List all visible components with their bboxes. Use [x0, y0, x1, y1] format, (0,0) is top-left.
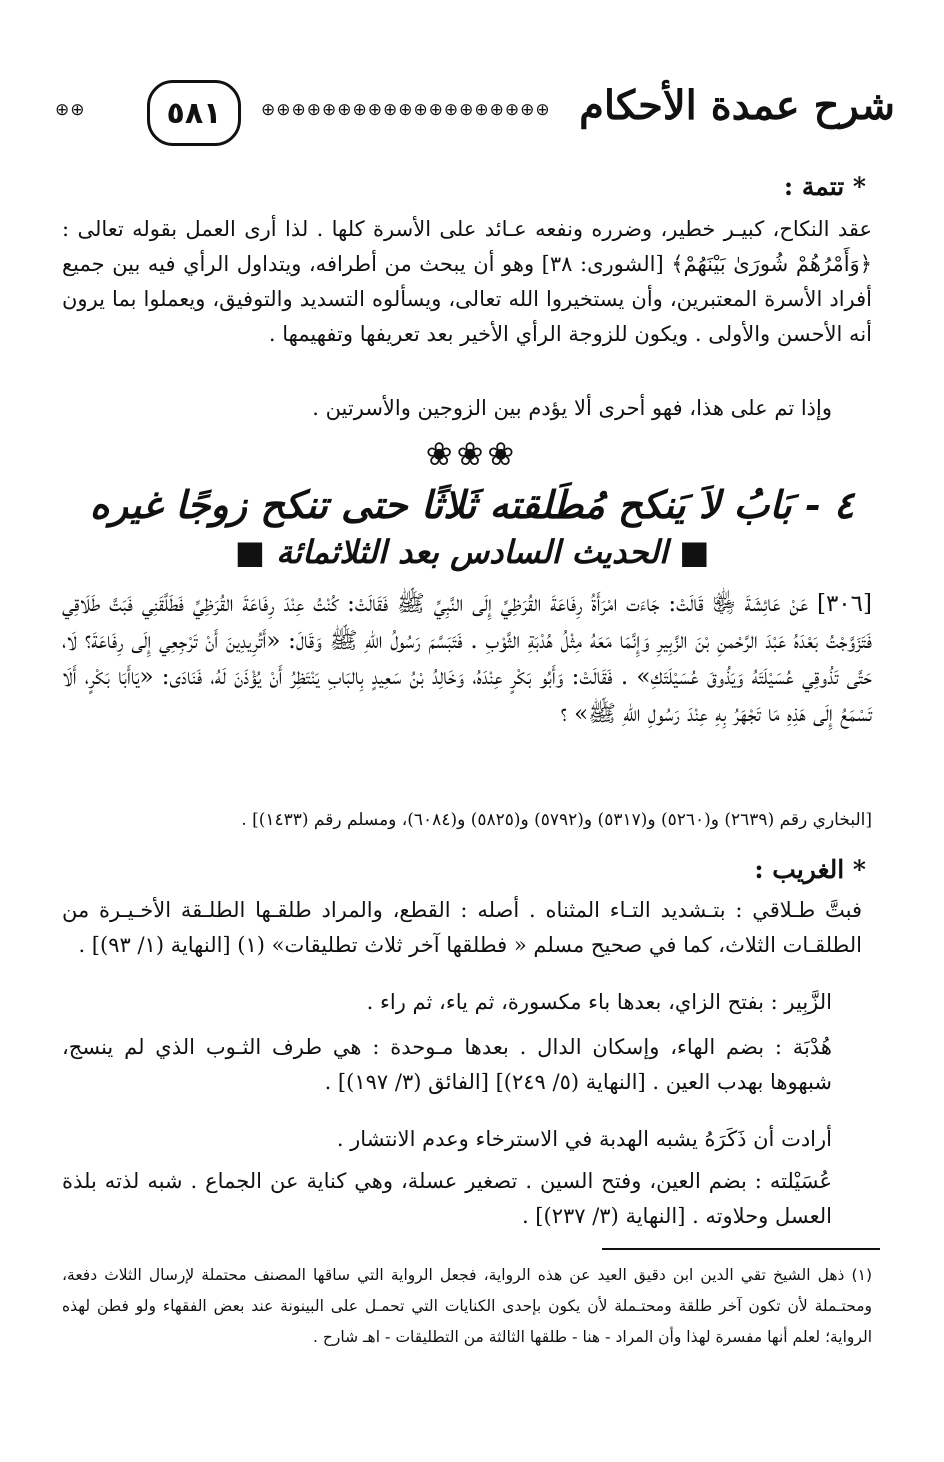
header-ornament-left: ⊕⊕: [55, 100, 86, 120]
book-title: شرح عمدة الأحكام: [579, 82, 895, 129]
gharib-entry: الزَّبِير : بفتح الزاي، بعدها باء مكسورة، ثم ياء، ثم راء .: [366, 990, 832, 1014]
page-number: ٥٨١: [147, 80, 241, 146]
gharib-entry: هُدْبَة : بضم الهاء، وإسكان الدال . بعدها مـوحدة : هي طرف الثـوب الذي لم ينسج، شبهوها بهدب العين . [النهاية (٥/ ٢٤٩)] [الفائق (٣/ ١٩٧)] .: [62, 1035, 832, 1094]
footnote-rule: [602, 1248, 880, 1250]
hadith-number-heading: ■ الحديث السادس بعد الثلاثمائة ■: [234, 533, 710, 571]
page-header: [55, 78, 895, 156]
header-ornament-band: ⊕⊕⊕⊕⊕⊕⊕⊕⊕⊕⊕⊕⊕⊕⊕⊕⊕⊕⊕: [261, 100, 551, 120]
supplement-heading: * تتمة :: [783, 172, 866, 201]
section-divider: ❀❀❀: [425, 435, 519, 473]
gharib-entry: فبتَّ طـلاقي : بتـشديد التـاء المثناه . أصله : القطع، والمراد طلقـها الطلـقة الأخـيـرة من الطلقـات الثلاث، كما في صحيح مسلم « فطلقها آخر ثلاث تطليقات» (١) [النهاية (١/ ٩٣)] .: [62, 898, 862, 957]
footnote: (١) ذهل الشيخ تقي الدين ابن دقيق العيد عن هذه الرواية، فجعل الرواية التي ساقها المصنف محتملة لإرسال الثلاث دفعة، ومحتـملة لأن تكون آخر طلقة ومحتـملة لأن يكون بإحدى الكنايات التي تحمـل على البينونة عند بعض الفقهاء ولو فطن لهذه الرواية؛ لعلم أنها مفسرة لهذا وأن المراد - هنا - طلقها الثالثة من التطليقات - اهـ شارح .: [62, 1266, 872, 1346]
supplement-closing: وإذا تم على هذا، فهو أحرى ألا يؤدم بين الزوجين والأسرتين .: [312, 396, 832, 420]
chapter-title: ٤ - بَابُ لاَ يَنكح مُطَلقته ثَلاثًا حتى تنكح زوجًا غيره: [89, 482, 855, 527]
gharib-entry: أرادت أن ذَكَرَهُ يشبه الهدبة في الاسترخاء وعدم الانتشار .: [336, 1127, 832, 1151]
gharib-heading: * الغريب :: [754, 855, 866, 884]
supplement-paragraph: عقد النكاح، كبيـر خطير، وضرره ونفعه عـائد على الأسرة كلها . لذا أرى العمل بقوله تعالى : ﴿وَأَمْرُهُمْ شُورَىٰ بَيْنَهُمْ﴾ [الشورى: ٣٨] وهو أن يبحث من أطرافه، ويتداول الرأي فيه بين جميع أفراد الأسرة المعتبرين، وأن يستخيروا الله تعالى، ويسألوه التسديد والتوفيق، ويعملوا بما يرون أنه الأحسن والأولى . ويكون للزوجة الرأي الأخير بعد تعريفها وتفهيمها .: [62, 217, 873, 346]
hadith-citation: [البخاري رقم (٢٦٣٩) و(٥٢٦٠) و(٥٣١٧) و(٥٧٩٢) و(٥٨٢٥) و(٦٠٨٤)، ومسلم رقم (١٤٣٣)] .: [241, 810, 872, 830]
gharib-entry: عُسَيْلته : بضم العين، وفتح السين . تصغير عسلة، وهي كناية عن الجماع . شبه لذته بلذة العسل وحلاوته . [النهاية (٣/ ٢٣٧)] .: [62, 1169, 832, 1228]
hadith-text: [٣٠٦] عَنْ عَائِشَةَ ﵂ قَالَتْ: جَاءَت امْرَأَةُ رِفَاعَةَ القُرَظِيِّ إِلَى النَّبِيِّ ﷺ فَقَالَتْ: كُنْتُ عِنْدَ رِفَاعَةَ القُرَظِيِّ فَطَلَّقَنِي فَبَتَّ طَلَاقِي فَتَزَوَّجْتُ بَعْدَهُ عَبْدَ الرَّحْمنِ بْنَ الزَّبِيرِ وَإِنَّمَا مَعَهُ مِثْلُ هُدْبَةِ الثَّوْبِ . فَتَبَسَّمَ رَسُولُ اللهِ ﷺ وَقَالَ: «أَتُرِيدِينَ أَنْ تَرْجِعِي إِلَى رِفَاعَةَ؟ لَا، حَتَّى تَذُوقِي عُسَيْلَتَهُ وَيَذُوقَ عُسَيْلَتَكِ» . فَقَالَتْ: وَأَبُو بَكْرٍ عِنْدَهُ، وَخَالِدُ بْنُ سَعِيدٍ بِالبَابِ يَنْتَظِرُ أَنْ يُؤْذَنَ لَهُ، فَنَادَى: «يَاأَبَا بَكْرٍ، أَلَا تَسْمَعُ إِلَى هَذِهِ مَا تَجْهَرُ بِهِ عِنْدَ رَسُولِ اللهِ ﷺ» ؟: [62, 591, 872, 727]
